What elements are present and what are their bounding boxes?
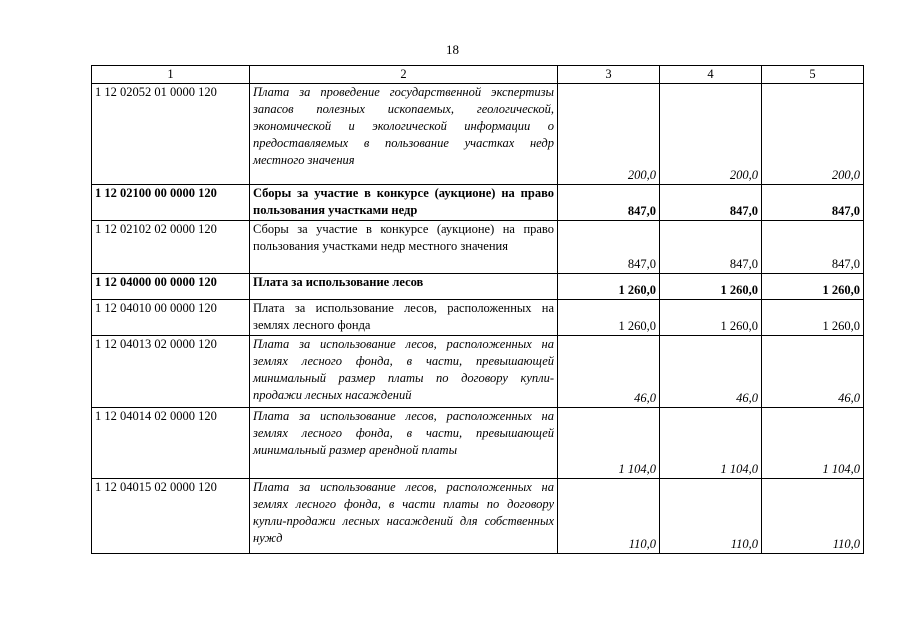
row-description: Плата за использование лесов, расположенных на землях лесного фонда (250, 300, 558, 336)
table-row (92, 221, 864, 274)
column-header-3: 3 (558, 66, 660, 84)
row-value-4: 847,0 (660, 221, 762, 274)
row-value-3: 1 260,0 (558, 274, 660, 300)
header-row (92, 66, 864, 84)
row-value-3: 200,0 (558, 84, 660, 185)
row-value-5: 200,0 (762, 84, 864, 185)
table-row (92, 300, 864, 336)
row-value-4: 110,0 (660, 479, 762, 554)
table-row (92, 479, 864, 554)
row-value-3: 46,0 (558, 336, 660, 408)
budget-table (91, 65, 864, 554)
row-value-4: 1 260,0 (660, 274, 762, 300)
row-value-3: 1 104,0 (558, 408, 660, 479)
column-header-2: 2 (250, 66, 558, 84)
row-value-5: 1 104,0 (762, 408, 864, 479)
row-description: Плата за использование лесов, расположенных на землях лесного фонда, в части, превышающей минимальный размер платы по договору купли-продажи лесных насаждений (250, 336, 558, 408)
table-row (92, 84, 864, 185)
row-description: Плата за проведение государственной экспертизы запасов полезных ископаемых, геологической, экономической и экологической информации о предоставляемых в пользование участках недр местного значения (250, 84, 558, 185)
row-description: Плата за использование лесов, расположенных на землях лесного фонда, в части платы по договору купли-продажи лесных насаждений для собственных нужд (250, 479, 558, 554)
row-value-4: 1 260,0 (660, 300, 762, 336)
row-code: 1 12 04013 02 0000 120 (92, 336, 250, 408)
page-number: 18 (446, 42, 459, 57)
row-code: 1 12 04000 00 0000 120 (92, 274, 250, 300)
row-value-4: 200,0 (660, 84, 762, 185)
row-value-3: 1 260,0 (558, 300, 660, 336)
row-value-4: 847,0 (660, 185, 762, 221)
row-value-4: 1 104,0 (660, 408, 762, 479)
row-value-5: 110,0 (762, 479, 864, 554)
row-value-3: 110,0 (558, 479, 660, 554)
row-value-3: 847,0 (558, 221, 660, 274)
row-code: 1 12 02102 02 0000 120 (92, 221, 250, 274)
row-value-3: 847,0 (558, 185, 660, 221)
row-value-4: 46,0 (660, 336, 762, 408)
row-value-5: 847,0 (762, 185, 864, 221)
row-code: 1 12 04014 02 0000 120 (92, 408, 250, 479)
row-value-5: 46,0 (762, 336, 864, 408)
table-row (92, 274, 864, 300)
column-header-4: 4 (660, 66, 762, 84)
row-description: Сборы за участие в конкурсе (аукционе) на право пользования участками недр местного значения (250, 221, 558, 274)
table-row (92, 185, 864, 221)
row-value-5: 847,0 (762, 221, 864, 274)
row-value-5: 1 260,0 (762, 300, 864, 336)
row-value-5: 1 260,0 (762, 274, 864, 300)
row-description: Плата за использование лесов (250, 274, 558, 300)
row-code: 1 12 02100 00 0000 120 (92, 185, 250, 221)
row-description: Плата за использование лесов, расположенных на землях лесного фонда, в части, превышающей минимальный размер арендной платы (250, 408, 558, 479)
column-header-5: 5 (762, 66, 864, 84)
row-code: 1 12 02052 01 0000 120 (92, 84, 250, 185)
table-row (92, 408, 864, 479)
row-description: Сборы за участие в конкурсе (аукционе) на право пользования участками недр (250, 185, 558, 221)
row-code: 1 12 04015 02 0000 120 (92, 479, 250, 554)
column-header-1: 1 (92, 66, 250, 84)
row-code: 1 12 04010 00 0000 120 (92, 300, 250, 336)
table-row (92, 336, 864, 408)
